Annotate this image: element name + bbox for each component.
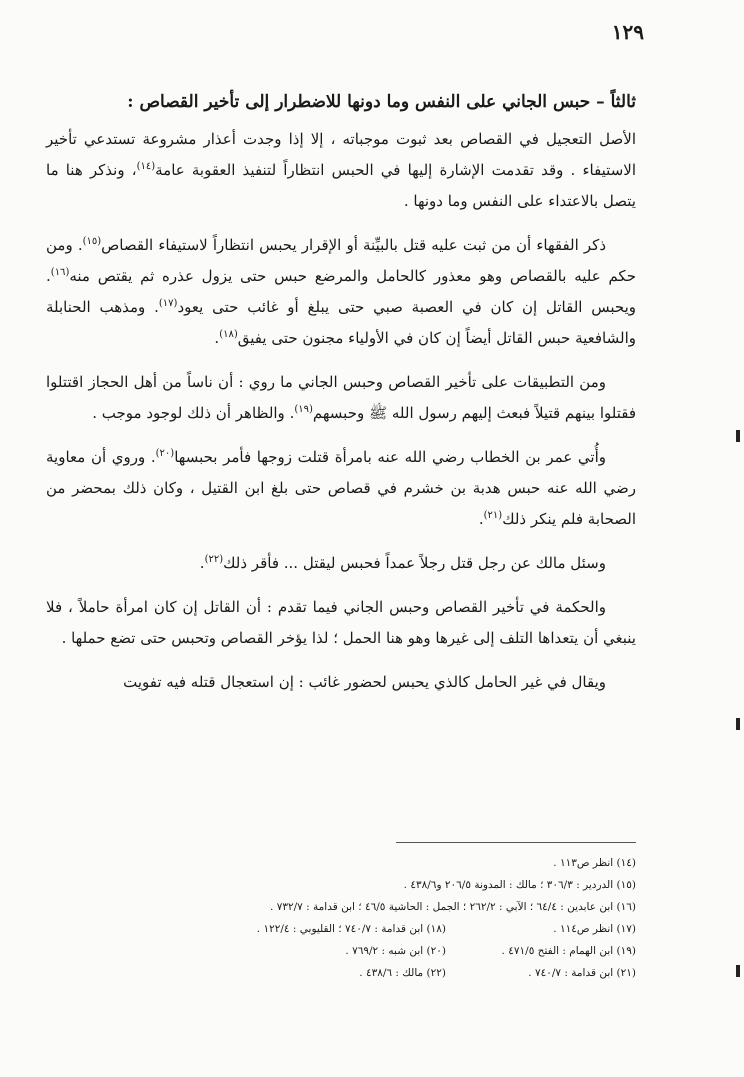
paragraph-text: . وروي أن معاوية رضي الله عنه حبس هدبة بن خشرم في قصاص حتى بلغ ابن القتيل ، وكان ذلك بمحضر من الصحابة فلم ينكر ذلك: [46, 448, 636, 528]
paragraph-text: .: [199, 554, 205, 572]
paragraph-text: وأُتي عمر بن الخطاب رضي الله عنه بامرأة قتلت زوجها فأمر بحبسها: [174, 448, 606, 466]
footnote-ref[interactable]: (١٤): [136, 161, 156, 172]
paragraph-text: ، ونذكر هنا ما يتصل بالاعتداء على النفس وما دونها .: [46, 161, 636, 210]
footnote-divider: [396, 842, 636, 843]
footnote-ref[interactable]: (١٥): [82, 236, 102, 247]
footnote-item: (١٨) ابن قدامة : ٧٤٠/٧ ؛ القليوبي : ١٢٢/٤ .: [256, 923, 446, 935]
paragraph-text: .: [478, 510, 484, 528]
footnote-row: [46, 940, 636, 962]
paragraph-text: ومن التطبيقات على تأخير القصاص وحبس الجاني ما روي : أن ناساً من أهل الحجاز اقتتلوا فقتلوا بينهم قتيلاً فبعث إليهم رسول الله ﷺ وحبسهم: [46, 373, 636, 422]
section-heading: ثالثاً – حبس الجاني على النفس وما دونها للاضطرار إلى تأخير القصاص :: [127, 92, 636, 112]
footnote-item: (١٩) ابن الهمام : الفتح ٤٧١/٥ .: [501, 945, 636, 957]
footnote-row: [46, 896, 636, 918]
paragraph-text: . ويحبس القاتل إن كان في العصبة صبي حتى يبلغ أو غائب حتى يعود: [46, 267, 636, 316]
footnote-item: (٢٠) ابن شبه : ٧٦٩/٢ .: [345, 945, 446, 957]
paragraph: [46, 442, 636, 535]
paragraph: [46, 124, 636, 217]
footnote-ref[interactable]: (١٨): [219, 329, 238, 340]
margin-mark: [736, 718, 740, 730]
footnote-ref[interactable]: (١٩): [294, 404, 313, 415]
footnote-row: [46, 918, 636, 940]
footnote-ref[interactable]: (٢٢): [204, 554, 224, 565]
paragraph-text: . والظاهر أن ذلك لوجود موجب .: [92, 404, 295, 422]
page-number: ١٢٩: [611, 20, 644, 44]
footnote-item: (١٥) الدردير : ٣٠٦/٣ ؛ مالك : المدونة ٢٠٦/٥ و٤٣٨/٦ .: [403, 879, 636, 891]
footnote-ref[interactable]: (٢٠): [155, 448, 175, 459]
footnote-ref[interactable]: (١٧): [158, 298, 178, 309]
footnote-item: (٢٢) مالك : ٤٣٨/٦ .: [359, 967, 446, 979]
margin-mark: [736, 965, 740, 977]
paragraph: [46, 230, 636, 354]
footnote-row: [46, 852, 636, 874]
paragraph-text: وسئل مالك عن رجل قتل رجلاً عمداً فحبس ليقتل ... فأقر ذلك: [223, 554, 606, 572]
paragraph: [46, 367, 636, 429]
paragraph-text: . ومذهب الحنابلة والشافعية حبس القاتل أيضاً إن كان في الأولياء مجنون حتى يفيق: [46, 298, 636, 347]
footnote-ref[interactable]: (١٦): [50, 267, 70, 278]
paragraph-text: .: [214, 329, 220, 347]
footnote-item: (١٦) ابن عابدين : ٦٤/٤ ؛ الآبي : ٢٦٢/٢ ؛ الجمل : الحاشية ٤٦/٥ ؛ ابن قدامة : ٧٣٢/٧ .: [270, 901, 636, 913]
paragraph-text: الأصل التعجيل في القصاص بعد ثبوت موجباته ، إلا إذا وجدت أعذار مشروعة تستدعي تأخير الاستيفاء . وقد تقدمت الإشارة إليها في الحبس انتظاراً لتنفيذ العقوبة عامة: [46, 130, 636, 179]
footnote-item: (١٤) انظر ص١١٣ .: [553, 857, 636, 869]
footnote-row: [46, 962, 636, 984]
paragraph: [46, 667, 636, 698]
footnotes: [46, 852, 636, 984]
footnote-item: (٢١) ابن قدامة : ٧٤٠/٧ .: [528, 967, 636, 979]
paragraph-text: والحكمة في تأخير القصاص وحبس الجاني فيما تقدم : أن القاتل إن كان امرأة حاملاً ، فلا ينبغي أن يتعداها التلف إلى غيرها وهو هنا الحمل ؛ لذا يؤخر القصاص وتحبس حتى تضع حملها .: [46, 598, 636, 647]
footnote-ref[interactable]: (٢١): [483, 510, 503, 521]
main-text: [46, 124, 636, 711]
paragraph: [46, 592, 636, 654]
paragraph-text: ذكر الفقهاء أن من ثبت عليه قتل بالبيِّنة أو الإقرار يحبس انتظاراً لاستيفاء القصاص: [101, 236, 606, 254]
footnote-item: (١٧) انظر ص١١٤ .: [553, 923, 636, 935]
margin-mark: [736, 430, 740, 442]
paragraph-text: ويقال في غير الحامل كالذي يحبس لحضور غائب : إن استعجال قتله فيه تفويت: [123, 673, 606, 691]
paragraph: [46, 548, 636, 579]
paragraph-text: . ومن حكم عليه بالقصاص وهو معذور كالحامل والمرضع حبس حتى يزول عذره ثم يقتص منه: [46, 236, 636, 285]
footnote-row: [46, 874, 636, 896]
